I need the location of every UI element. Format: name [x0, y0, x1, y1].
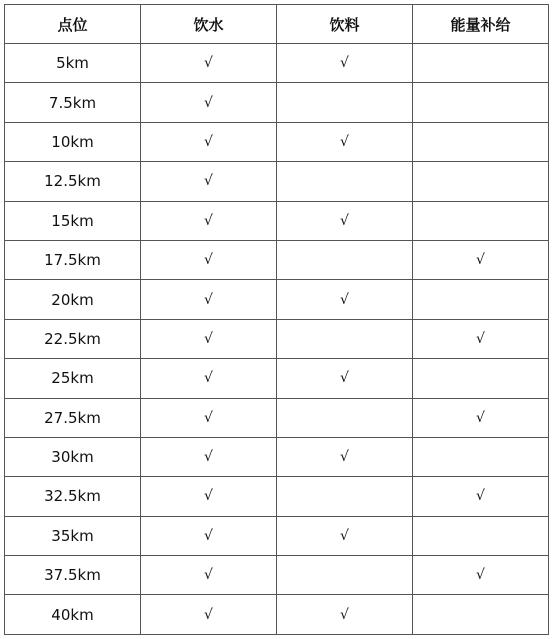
cell-energy [413, 437, 549, 476]
cell-location: 37.5km [5, 556, 141, 595]
cell-location: 7.5km [5, 83, 141, 122]
cell-location: 20km [5, 280, 141, 319]
cell-energy [413, 83, 549, 122]
cell-drink: √ [277, 201, 413, 240]
table-row [5, 359, 549, 398]
cell-drink [277, 398, 413, 437]
table-row [5, 437, 549, 476]
cell-water: √ [141, 44, 277, 83]
cell-water: √ [141, 595, 277, 635]
header-energy: 能量补给 [413, 5, 549, 44]
cell-water: √ [141, 201, 277, 240]
cell-water: √ [141, 83, 277, 122]
table-row [5, 398, 549, 437]
cell-water: √ [141, 240, 277, 279]
cell-energy: √ [413, 556, 549, 595]
cell-drink [277, 83, 413, 122]
cell-drink: √ [277, 437, 413, 476]
cell-water: √ [141, 556, 277, 595]
cell-energy [413, 44, 549, 83]
cell-location: 32.5km [5, 477, 141, 516]
table-row [5, 240, 549, 279]
cell-water: √ [141, 122, 277, 161]
header-water: 饮水 [141, 5, 277, 44]
cell-water: √ [141, 477, 277, 516]
cell-energy: √ [413, 319, 549, 358]
table-row [5, 280, 549, 319]
cell-drink: √ [277, 516, 413, 555]
table-row [5, 44, 549, 83]
cell-drink [277, 162, 413, 201]
cell-drink: √ [277, 122, 413, 161]
cell-water: √ [141, 398, 277, 437]
cell-water: √ [141, 280, 277, 319]
cell-location: 30km [5, 437, 141, 476]
cell-water: √ [141, 516, 277, 555]
header-location: 点位 [5, 5, 141, 44]
cell-water: √ [141, 162, 277, 201]
cell-energy [413, 280, 549, 319]
table-row [5, 595, 549, 635]
cell-water: √ [141, 437, 277, 476]
cell-energy [413, 162, 549, 201]
cell-water: √ [141, 359, 277, 398]
cell-energy: √ [413, 240, 549, 279]
table-row [5, 122, 549, 161]
cell-location: 5km [5, 44, 141, 83]
cell-location: 35km [5, 516, 141, 555]
supply-station-table [4, 4, 549, 635]
cell-location: 12.5km [5, 162, 141, 201]
table-row [5, 477, 549, 516]
table-row [5, 83, 549, 122]
cell-energy [413, 122, 549, 161]
cell-location: 40km [5, 595, 141, 635]
cell-location: 25km [5, 359, 141, 398]
cell-location: 10km [5, 122, 141, 161]
cell-drink [277, 240, 413, 279]
cell-energy [413, 516, 549, 555]
cell-energy: √ [413, 477, 549, 516]
table-row [5, 162, 549, 201]
cell-drink: √ [277, 280, 413, 319]
cell-drink [277, 319, 413, 358]
table-header-row [5, 5, 549, 44]
table-row [5, 556, 549, 595]
cell-energy [413, 359, 549, 398]
table-row [5, 319, 549, 358]
cell-location: 22.5km [5, 319, 141, 358]
cell-water: √ [141, 319, 277, 358]
cell-drink: √ [277, 595, 413, 635]
cell-energy [413, 201, 549, 240]
cell-location: 15km [5, 201, 141, 240]
cell-energy [413, 595, 549, 635]
cell-drink: √ [277, 44, 413, 83]
cell-drink: √ [277, 359, 413, 398]
cell-location: 27.5km [5, 398, 141, 437]
cell-drink [277, 477, 413, 516]
table-row [5, 201, 549, 240]
cell-location: 17.5km [5, 240, 141, 279]
table-row [5, 516, 549, 555]
table-body [5, 44, 549, 635]
cell-energy: √ [413, 398, 549, 437]
header-drink: 饮料 [277, 5, 413, 44]
cell-drink [277, 556, 413, 595]
